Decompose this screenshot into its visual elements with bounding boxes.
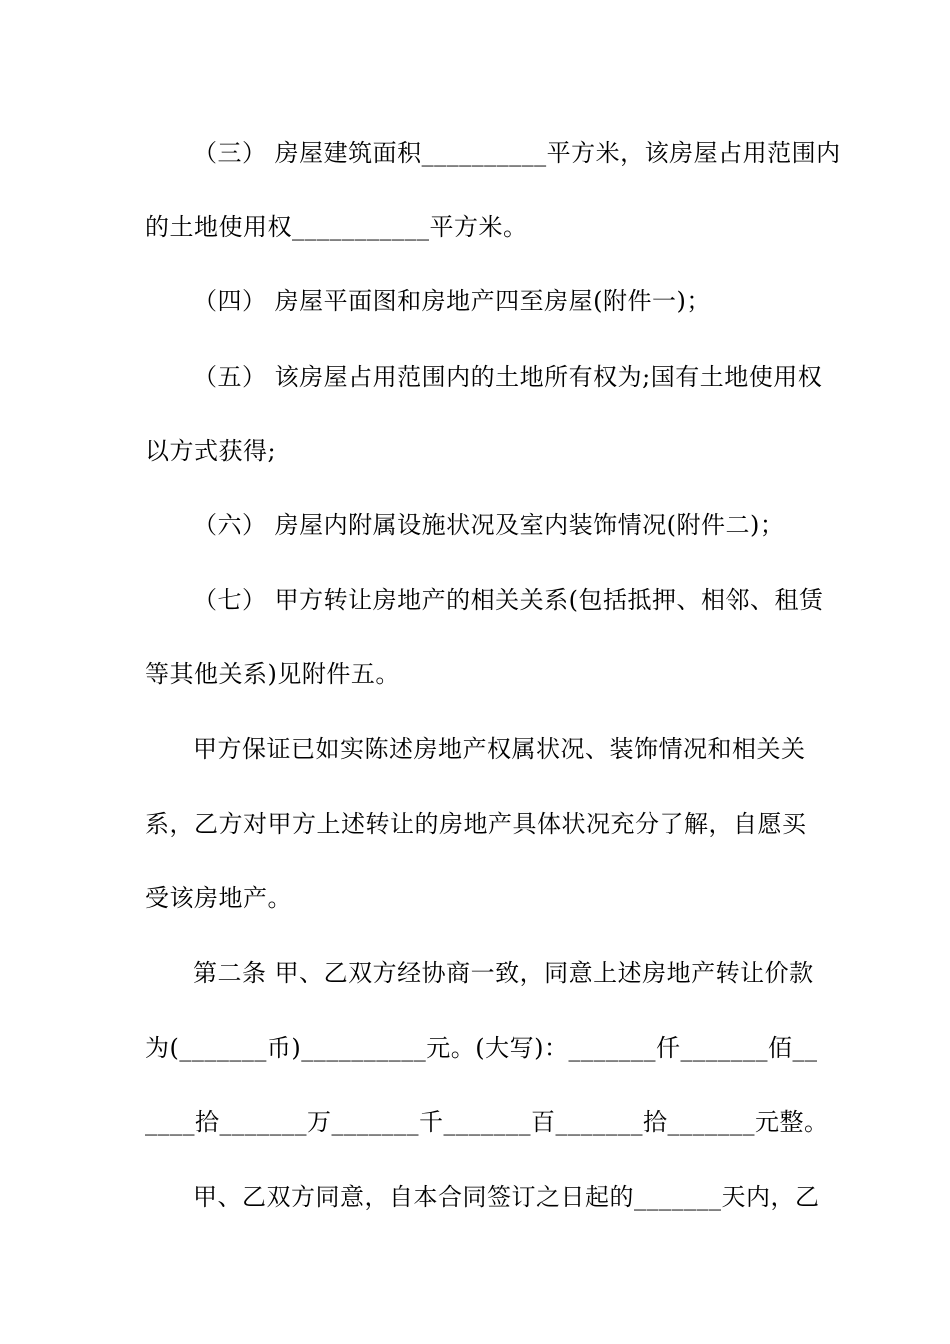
text-line-6: （六） 房屋内附属设施状况及室内装饰情况(附件二)； bbox=[193, 511, 785, 539]
text-line-12: 第二条 甲、乙双方经协商一致，同意上述房地产转让价款 bbox=[193, 959, 814, 987]
text-line-5: 以方式获得; bbox=[145, 437, 277, 465]
text-line-8: 等其他关系)见附件五。 bbox=[145, 660, 400, 688]
text-line-9: 甲方保证已如实陈述房地产权属状况、装饰情况和相关关 bbox=[193, 735, 806, 763]
text-line-11: 受该房地产。 bbox=[145, 884, 292, 912]
text-line-14: ____拾_______万_______千_______百_______拾_______元整。 bbox=[145, 1108, 829, 1136]
text-line-15: 甲、乙双方同意，自本合同签订之日起的_______天内，乙 bbox=[193, 1183, 820, 1211]
text-line-7: （七） 甲方转让房地产的相关关系(包括抵押、相邻、租赁 bbox=[193, 586, 824, 614]
text-line-3: （四） 房屋平面图和房地产四至房屋(附件一)； bbox=[193, 287, 711, 315]
text-line-4: （五） 该房屋占用范围内的土地所有权为;国有土地使用权 bbox=[193, 363, 823, 391]
text-line-1: （三） 房屋建筑面积__________平方米，该房屋占用范围内 bbox=[193, 139, 841, 167]
text-line-2: 的土地使用权___________平方米。 bbox=[145, 213, 528, 241]
text-line-13: 为(_______币)__________元。(大写)：_______仟_______佰__ bbox=[145, 1034, 818, 1062]
text-line-10: 系，乙方对甲方上述转让的房地产具体状况充分了解，自愿买 bbox=[145, 810, 807, 838]
